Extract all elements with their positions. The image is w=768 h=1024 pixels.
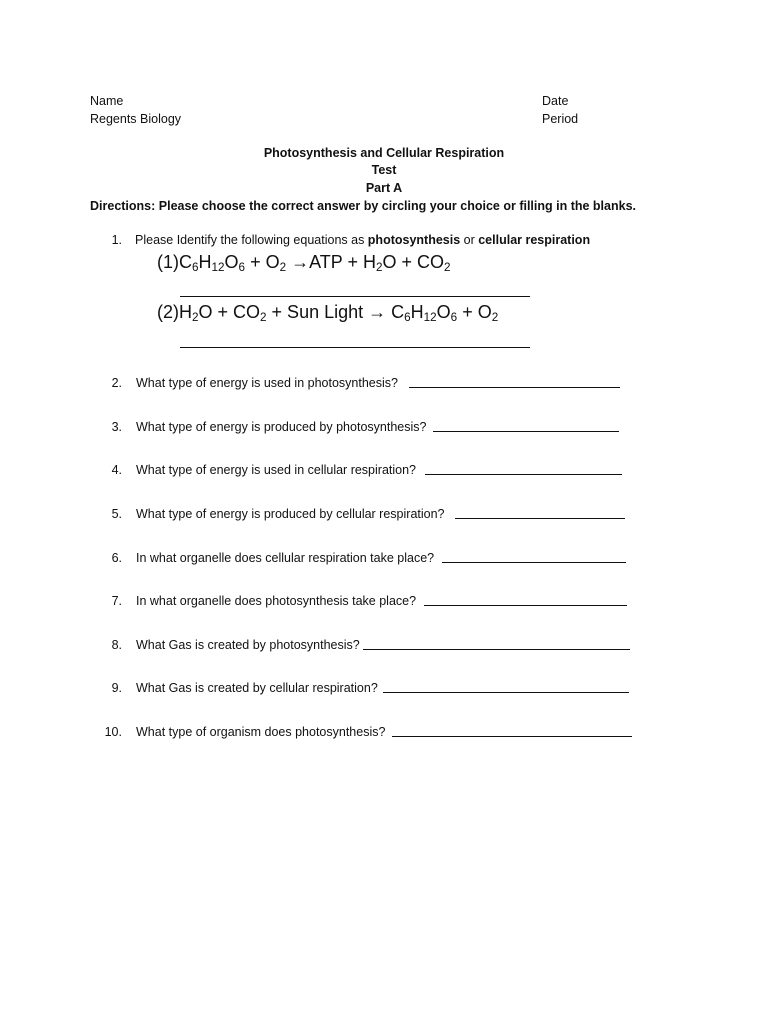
answer-blank[interactable]	[363, 649, 630, 650]
prompt-text: Please Identify the following equations as	[135, 233, 368, 247]
question-text: What type of energy is produced by photosynthesis?	[136, 420, 427, 434]
answer-blank[interactable]	[383, 692, 629, 693]
question-number: 2.	[111, 376, 122, 390]
question-text: What Gas is created by cellular respiration?	[136, 681, 378, 695]
answer-blank[interactable]	[424, 605, 627, 606]
question-number: 8.	[111, 638, 122, 652]
answer-blank[interactable]	[455, 518, 625, 519]
answer-blank[interactable]	[433, 431, 619, 432]
date-label: Date	[542, 94, 569, 108]
equation-1: $(1)C_6H_{12}O_6 + O_2 \to ATP + H_2O + CO_2$	[157, 252, 451, 274]
question-text: What Gas is created by photosynthesis?	[136, 638, 360, 652]
course-label: Regents Biology	[90, 112, 182, 126]
arrow-icon: →	[286, 252, 310, 272]
question-text: In what organelle does photosynthesis take place?	[136, 594, 417, 608]
section-label: Part A	[365, 181, 403, 195]
term-photosynthesis: photosynthesis	[367, 233, 461, 247]
directions: Directions: Please choose the correct answer by circling your choice or filling in the blanks.	[90, 199, 636, 213]
page-subtitle: Test	[371, 163, 397, 177]
equation-2: $(2)H_2O + CO_2$ + Sun Light → $C_6H_{12}O_6 + O_2$	[157, 302, 499, 324]
answer-blank-eq2[interactable]	[180, 347, 530, 348]
prompt-or: or	[460, 233, 479, 247]
question-number: 6.	[111, 551, 122, 565]
arrow-icon: →	[368, 302, 387, 322]
question-text: What type of organism does photosynthesis?	[136, 725, 386, 739]
answer-blank-eq1[interactable]	[180, 296, 530, 297]
question-number: 7.	[111, 594, 122, 608]
question-text: In what organelle does cellular respiration take place?	[136, 551, 435, 565]
name-label: Name	[90, 94, 124, 108]
answer-blank[interactable]	[442, 562, 626, 563]
answer-blank[interactable]	[392, 736, 632, 737]
question-number: 3.	[111, 420, 122, 434]
question-number: 4.	[111, 463, 122, 477]
question-number: 10.	[104, 725, 122, 739]
answer-blank[interactable]	[425, 474, 622, 475]
term-cellular-respiration: cellular respiration	[478, 233, 591, 247]
page-title: Photosynthesis and Cellular Respiration	[263, 146, 505, 160]
question-1-prompt	[135, 233, 590, 247]
question-text: What type of energy is produced by cellular respiration?	[136, 507, 445, 521]
period-label: Period	[542, 112, 579, 126]
question-text: What type of energy is used in photosynthesis?	[136, 376, 398, 390]
question-number: 9.	[111, 681, 122, 695]
question-text: What type of energy is used in cellular respiration?	[136, 463, 417, 477]
question-number: 1.	[111, 233, 122, 247]
answer-blank[interactable]	[409, 387, 620, 388]
question-number: 5.	[111, 507, 122, 521]
